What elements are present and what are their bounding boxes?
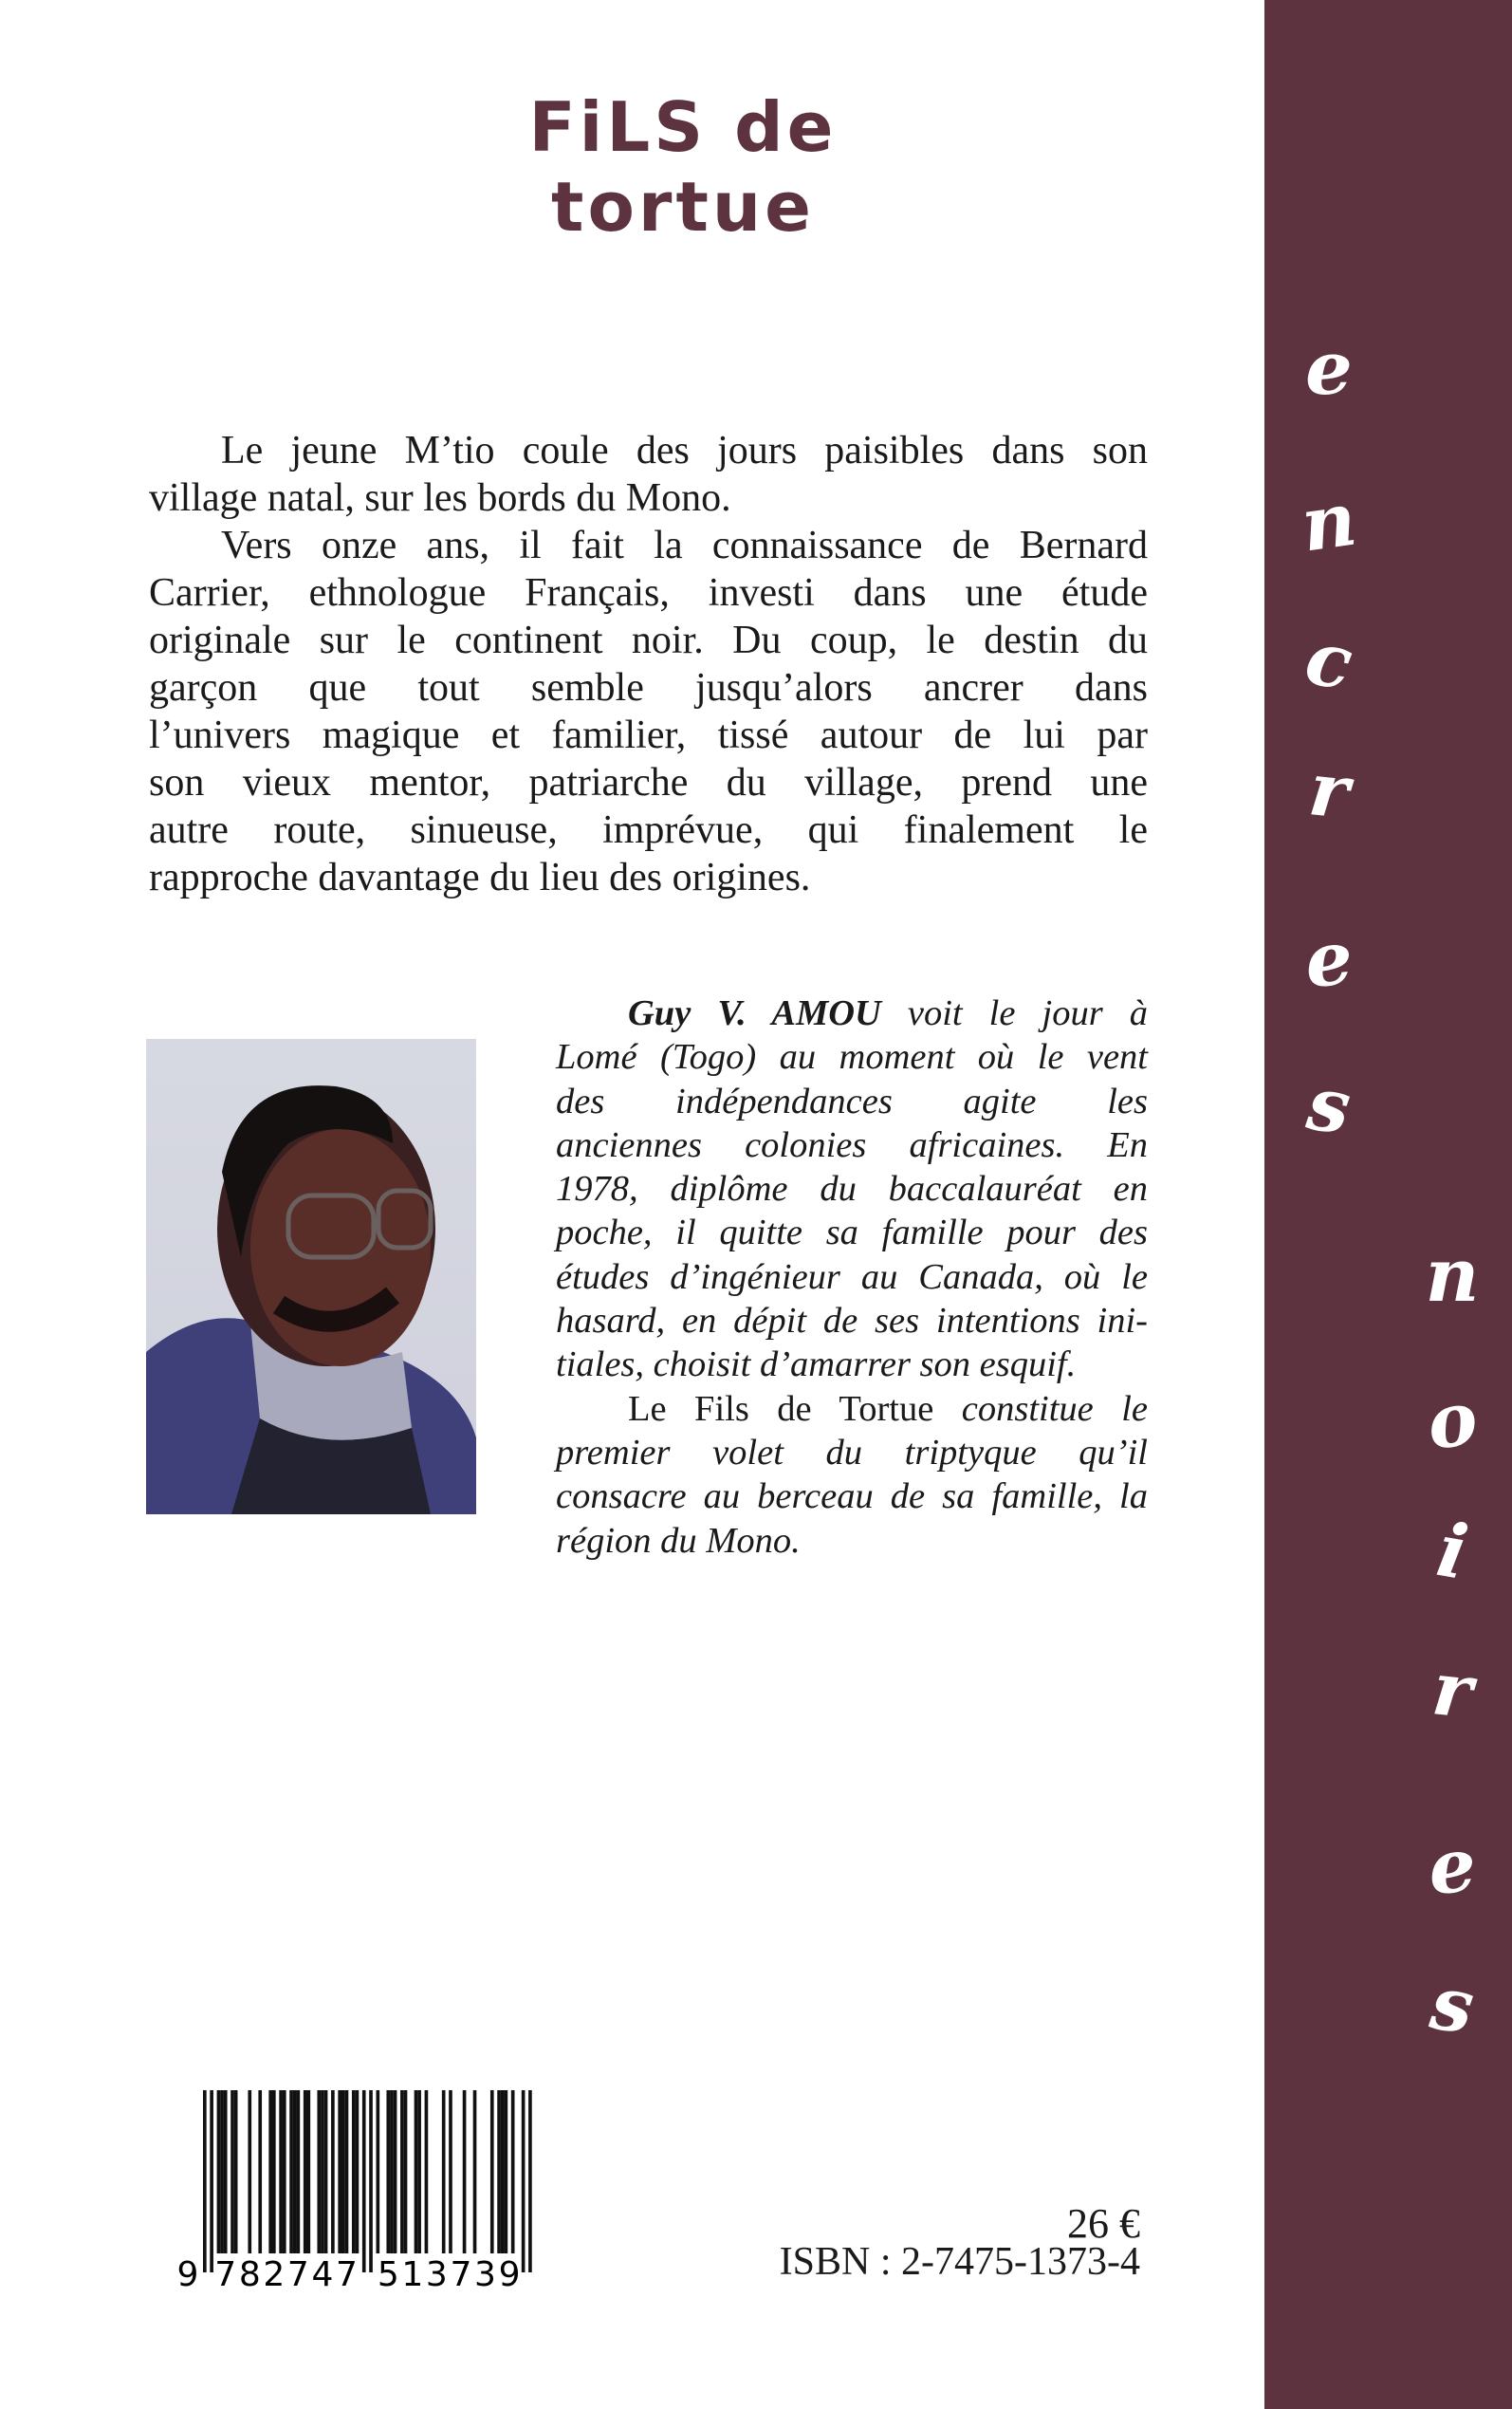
author-bio xyxy=(556,991,1148,1563)
barcode-bar xyxy=(321,2090,324,2253)
barcode-bar xyxy=(272,2090,276,2253)
bio-line: études d’ingénieur au Canada, où le xyxy=(556,1256,1148,1297)
barcode-bar xyxy=(317,2090,321,2253)
barcode-bar xyxy=(341,2090,345,2253)
summary-line: garçon que tout semble jusqu’alors ancrer dans xyxy=(149,666,1148,710)
barcode-bar xyxy=(490,2090,494,2253)
barcode-bar xyxy=(283,2090,286,2253)
summary-line: originale sur le continent noir. Du coup, le destin du xyxy=(149,619,1148,662)
barcode-bar xyxy=(220,2090,224,2253)
barcode-bar xyxy=(425,2090,429,2253)
bio-line: poche, il quitte sa famille pour des xyxy=(556,1213,1148,1253)
bio-line: des indépendances agite les xyxy=(556,1081,1148,1121)
barcode-bar xyxy=(505,2090,508,2253)
bio-line xyxy=(556,991,1148,1035)
barcode-bar xyxy=(442,2090,446,2253)
book-title-mention: Le Fils de Tortue xyxy=(628,1388,934,1429)
series-letter: c xyxy=(1299,614,1359,708)
barcode-bar xyxy=(417,2090,421,2253)
barcode-bar xyxy=(369,2090,373,2272)
barcode-bar xyxy=(258,2090,262,2253)
summary-line: Carrier, ethnologue Français, investi dans une étude xyxy=(149,571,1148,615)
barcode-bar xyxy=(279,2090,283,2253)
barcode-digit: 7 xyxy=(214,2255,237,2289)
summary-line: son vieux mentor, patriarche du village, prend une xyxy=(149,761,1148,805)
isbn-barcode xyxy=(176,2090,556,2289)
barcode-digit: 4 xyxy=(311,2255,334,2289)
barcode-bar xyxy=(248,2090,251,2253)
barcode-bar xyxy=(394,2090,397,2253)
bio-line xyxy=(556,1387,1148,1431)
isbn-number: ISBN : 2-7475-1373-4 xyxy=(779,2240,1140,2284)
series-letter: r xyxy=(1304,746,1354,836)
barcode-digit: 1 xyxy=(401,2255,424,2289)
barcode-bar xyxy=(356,2090,360,2253)
bio-line: consacre au berceau de sa famille, la xyxy=(556,1476,1148,1517)
barcode-bar xyxy=(324,2090,328,2253)
bio-text: voit le jour à xyxy=(880,993,1148,1033)
barcode-bar xyxy=(415,2090,418,2253)
barcode-bar xyxy=(224,2090,228,2253)
barcode-bar xyxy=(210,2090,213,2272)
series-letter: r xyxy=(1428,1645,1477,1735)
barcode-digit: 7 xyxy=(450,2255,472,2289)
barcode-digit: 2 xyxy=(263,2255,286,2289)
summary-line: rapproche davantage du lieu des origines. xyxy=(149,856,811,899)
bio-text: constitue le xyxy=(933,1388,1148,1429)
barcode-bar xyxy=(404,2090,408,2253)
barcode-digit: 7 xyxy=(286,2255,309,2289)
barcode-digit: 3 xyxy=(425,2255,448,2289)
barcode-bar xyxy=(230,2090,234,2253)
book-title: FiLS de tortue xyxy=(528,87,838,247)
barcode-digit: 8 xyxy=(238,2255,261,2289)
author-photo xyxy=(146,1039,476,1514)
series-letter: e xyxy=(1301,915,1356,1005)
barcode-bar xyxy=(463,2090,467,2253)
barcode-bar xyxy=(297,2090,301,2253)
series-letter: i xyxy=(1430,1507,1474,1597)
bio-line: région du Mono. xyxy=(556,1520,801,1561)
barcode-bar xyxy=(338,2090,341,2253)
series-letter: e xyxy=(1305,325,1353,412)
summary-line: village natal, sur les bords du Mono. xyxy=(149,476,731,520)
barcode-digit: 7 xyxy=(336,2255,358,2289)
summary-text xyxy=(149,427,1148,901)
bio-line: hasard, en dépit de ses intentions ini- xyxy=(556,1301,1148,1342)
barcode-bar xyxy=(511,2090,515,2253)
series-letter: s xyxy=(1301,1060,1356,1152)
barcode-bar xyxy=(497,2090,501,2253)
series-letter: e xyxy=(1425,1822,1480,1912)
barcode-bar xyxy=(501,2090,505,2253)
price: 26 € xyxy=(1067,2200,1140,2247)
barcode-bar xyxy=(522,2090,526,2272)
barcode-bar xyxy=(528,2090,532,2272)
barcode-bar xyxy=(304,2090,307,2253)
author-name: Guy V. AMOU xyxy=(628,993,881,1033)
barcode-bar xyxy=(289,2090,293,2253)
barcode-bar xyxy=(377,2090,380,2253)
barcode-bar xyxy=(345,2090,349,2253)
series-letter: n xyxy=(1425,1232,1480,1319)
bio-line: tiales, choisit d’amarrer son esquif. xyxy=(556,1344,1077,1385)
barcode-digit: 3 xyxy=(474,2255,496,2289)
bio-line: premier volet du triptyque qu’il xyxy=(556,1432,1148,1473)
barcode-bar xyxy=(268,2090,272,2253)
barcode-bar xyxy=(352,2090,356,2253)
barcode-bar xyxy=(400,2090,404,2253)
barcode-digit: 5 xyxy=(377,2255,399,2289)
barcode-bar xyxy=(217,2090,221,2253)
bio-line: Lomé (Togo) au moment où le vent xyxy=(556,1037,1148,1078)
barcode-bar xyxy=(390,2090,394,2253)
summary-line: l’univers magique et familier, tissé autour de lui par xyxy=(149,713,1148,757)
barcode-bar xyxy=(293,2090,297,2253)
barcode-bar xyxy=(449,2090,452,2253)
barcode-bar xyxy=(362,2090,366,2272)
barcode-bar xyxy=(234,2090,238,2253)
barcode-digit: 9 xyxy=(176,2255,199,2289)
summary-line: Le jeune M’tio coule des jours paisibles dans son xyxy=(221,429,1148,473)
bio-line: anciennes colonies africaines. En xyxy=(556,1124,1148,1165)
barcode-bar xyxy=(331,2090,335,2253)
series-letter: n xyxy=(1296,475,1362,569)
author-portrait-image xyxy=(146,1039,476,1514)
bio-line: 1978, diplôme du baccalauréat en xyxy=(556,1169,1148,1210)
barcode-bar xyxy=(473,2090,477,2253)
series-band xyxy=(1264,0,1512,2409)
summary-line: autre route, sinueuse, imprévue, qui finalement le xyxy=(149,808,1148,852)
series-letter: o xyxy=(1421,1374,1484,1468)
summary-line: Vers onze ans, il fait la connaissance de Bernard xyxy=(221,524,1148,567)
barcode-bar xyxy=(203,2090,207,2272)
barcode-bar xyxy=(386,2090,390,2253)
barcode-bar xyxy=(307,2090,311,2253)
barcode-digit: 9 xyxy=(498,2255,521,2289)
series-letter: s xyxy=(1425,1959,1480,2051)
